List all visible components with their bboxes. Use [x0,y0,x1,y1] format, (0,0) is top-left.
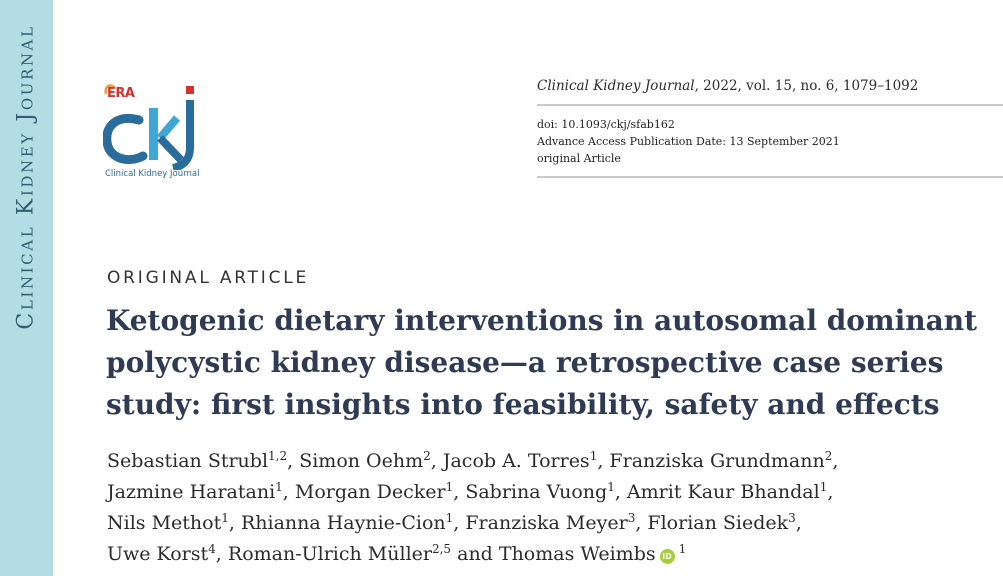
article-type-label: ORIGINAL ARTICLE [107,268,310,288]
author-affiliation: 2 [824,449,833,463]
author-name[interactable]: Franziska Meyer [465,512,628,534]
logo-caption: Clinical Kidney Journal [105,169,200,179]
author-separator: , [215,543,228,565]
author-separator: and [451,543,499,565]
author-affiliation: 1 [607,480,615,494]
author-name[interactable]: Jazmine Haratani [107,481,276,503]
meta-divider [537,176,1003,178]
author-separator: , [635,512,648,534]
author-name[interactable]: Franziska Grundmann [609,450,825,472]
author-line [107,477,987,508]
author-name[interactable]: Jacob A. Torres [442,450,590,472]
author-separator: , [832,450,839,472]
orcid-icon[interactable]: iD [660,549,675,564]
author-affiliation: 1,2 [268,449,288,463]
author-name[interactable]: Amrit Kaur Bhandal [626,481,820,503]
journal-sidebar [0,0,53,576]
author-affiliation: 2,5 [431,542,452,556]
author-name[interactable]: Thomas Weimbs [498,543,656,565]
era-logo-text: ERA [107,86,135,101]
sidebar-journal-name: Clinical Kidney Journal [13,24,39,330]
advance-access-date: Advance Access Publication Date: 13 September 2021 [537,135,840,148]
title-line: polycystic kidney disease—a retrospective case series [106,346,944,379]
author-name[interactable]: Morgan Decker [294,481,446,503]
author-separator: , [287,450,300,472]
author-line [107,539,987,570]
author-affiliation: 1 [819,480,828,494]
author-separator: , [795,512,802,534]
author-name[interactable]: Rhianna Haynie-Cion [240,512,446,534]
citation [537,78,1003,94]
author-affiliation: 1 [445,480,454,494]
title-line: Ketogenic dietary interventions in autosomal dominant [106,304,978,337]
author-affiliation: 1 [589,449,598,463]
article-title [106,300,986,426]
author-separator: , [453,512,466,534]
author-affiliation: 3 [788,511,796,525]
author-affiliation: 2 [423,449,431,463]
author-line [107,508,987,539]
author-name[interactable]: Florian Siedek [647,512,789,534]
author-affiliation: 3 [627,511,636,525]
article-category: original Article [537,152,621,165]
author-name[interactable]: Sebastian Strubl [107,450,269,472]
journal-info [537,78,1003,178]
author-affiliation: 1 [275,480,283,494]
author-separator: , [827,481,834,503]
citation-journal: Clinical Kidney Journal [537,78,695,94]
author-affiliation: 1 [445,511,454,525]
doi-link[interactable]: doi: 10.1093/ckj/sfab162 [537,118,675,131]
article-meta [537,116,1003,167]
author-affiliation: 1 [678,542,687,556]
title-line: study: first insights into feasibility, safety and effects [106,388,940,421]
author-name[interactable]: Roman-Ulrich Müller [227,543,432,565]
author-separator: , [614,481,627,503]
author-separator: , [453,481,466,503]
journal-logo [103,80,213,184]
author-name[interactable]: Sabrina Vuong [465,481,608,503]
author-name[interactable]: Simon Oehm [299,450,424,472]
author-affiliation: 4 [208,542,216,556]
author-separator: , [430,450,443,472]
header-divider [537,104,1003,106]
author-separator: , [282,481,295,503]
author-list [107,446,987,570]
citation-details: , 2022, vol. 15, no. 6, 1079–1092 [694,78,919,94]
author-separator: , [228,512,241,534]
author-affiliation: 1 [221,511,229,525]
author-line [107,446,987,477]
author-name[interactable]: Nils Methot [107,512,222,534]
author-name[interactable]: Uwe Korst [107,543,209,565]
author-separator: , [597,450,610,472]
